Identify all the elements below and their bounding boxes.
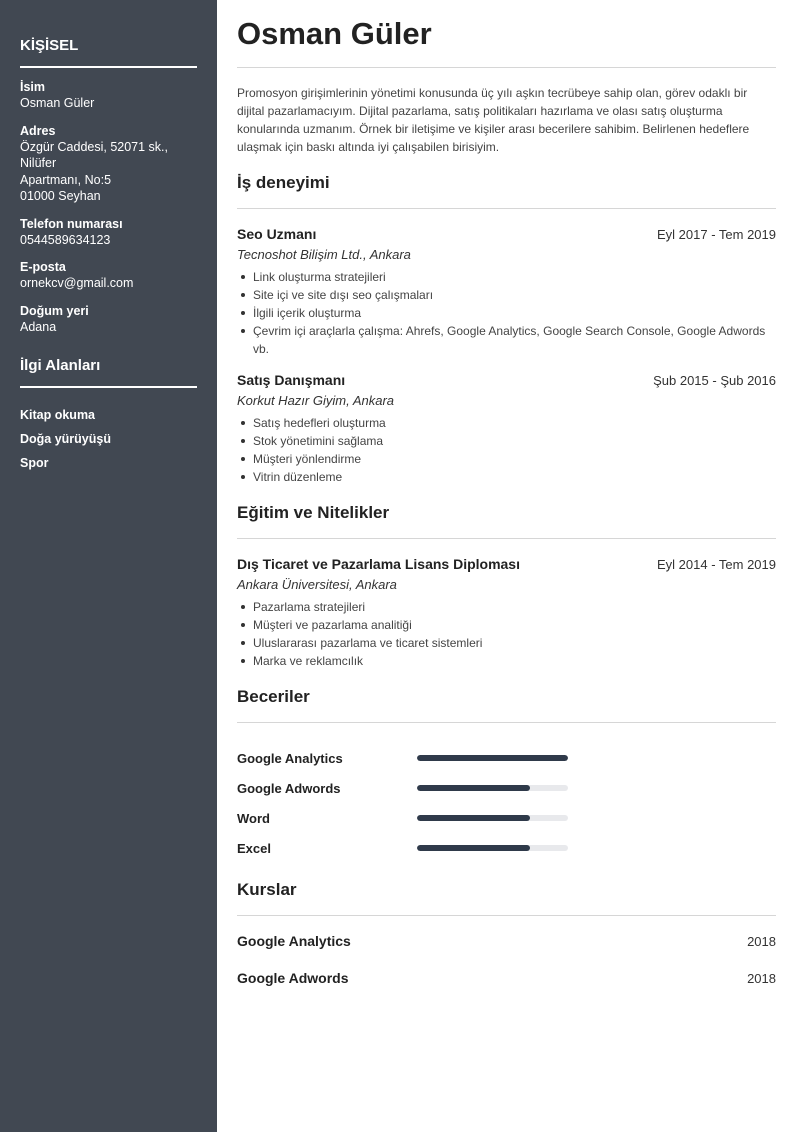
course-year: 2018 (747, 934, 776, 949)
bullet-item: Pazarlama stratejileri (237, 598, 776, 616)
info-label: Adres (20, 123, 56, 138)
personal-heading: KİŞİSEL (20, 0, 197, 68)
bullet-item: Müşteri yönlendirme (237, 450, 776, 468)
bullet-item: Stok yönetimini sağlama (237, 432, 776, 450)
bullet-item: Vitrin düzenleme (237, 468, 776, 486)
skill-name: Word (237, 810, 270, 826)
info-value: Adana (20, 319, 57, 334)
bullet-item: Satış hedefleri oluşturma (237, 414, 776, 432)
skill-fill (417, 755, 568, 761)
skill-bar (417, 755, 568, 761)
skill-row (237, 803, 776, 833)
skill-bar (417, 845, 568, 851)
interest-list (20, 407, 197, 471)
job-title: Seo Uzmanı (237, 226, 317, 242)
job-date: Şub 2015 - Şub 2016 (653, 373, 776, 388)
skill-name: Excel (237, 840, 271, 856)
skill-name: Google Analytics (237, 750, 343, 766)
info-phone (20, 216, 197, 249)
job-bullets (237, 414, 776, 486)
education-heading: Eğitim ve Nitelikler (237, 503, 776, 539)
course-year: 2018 (747, 971, 776, 986)
skill-row (237, 773, 776, 803)
bullet-item: Site içi ve site dışı seo çalışmaları (237, 286, 776, 304)
info-value: Özgür Caddesi, 52071 sk., Nilüfer (20, 139, 168, 170)
main-content (237, 0, 776, 1007)
info-value: Osman Güler (20, 96, 95, 110)
skill-row (237, 743, 776, 773)
job-company: Korkut Hazır Giyim, Ankara (237, 393, 395, 408)
degree-title: Dış Ticaret ve Pazarlama Lisans Diploması (237, 556, 520, 572)
skill-name: Google Adwords (237, 780, 341, 796)
info-value: 0544589634123 (20, 232, 111, 247)
degree-date: Eyl 2014 - Tem 2019 (657, 557, 776, 572)
info-birthplace (20, 303, 197, 336)
courses-heading: Kurslar (237, 880, 776, 916)
job-date: Eyl 2017 - Tem 2019 (657, 227, 776, 242)
course-list (237, 933, 776, 1007)
bullet-item: Marka ve reklamcılık (237, 652, 776, 670)
interests-heading: İlgi Alanları (20, 335, 197, 388)
course-name: Google Analytics (237, 933, 351, 949)
bullet-item: Uluslararası pazarlama ve ticaret sistemleri (237, 634, 776, 652)
skill-fill (417, 815, 530, 821)
job-company: Tecnoshot Bilişim Ltd., Ankara (237, 247, 411, 262)
bullet-item: Çevrim içi araçlarla çalışma: Ahrefs, Google Analytics, Google Search Console, Google Adwords vb. (237, 322, 776, 358)
course-name: Google Adwords (237, 970, 349, 986)
info-value: Apartmanı, No:5 (20, 172, 112, 187)
info-label: Doğum yeri (20, 303, 89, 318)
skill-bar (417, 815, 568, 821)
skill-bar (417, 785, 568, 791)
info-email (20, 259, 197, 292)
candidate-name: Osman Güler (237, 0, 776, 68)
skill-fill (417, 785, 530, 791)
interest-item: Spor (20, 456, 49, 470)
course-row (237, 970, 776, 1007)
job-title: Satış Danışmanı (237, 372, 346, 388)
interest-item: Doğa yürüyüşü (20, 432, 111, 446)
info-label: E-posta (20, 260, 66, 274)
education-entry (237, 556, 776, 670)
course-row (237, 933, 776, 970)
info-value: ornekcv@gmail.com (20, 276, 134, 290)
skills-list (237, 743, 776, 863)
job-bullets (237, 268, 776, 358)
interest-item: Kitap okuma (20, 408, 96, 422)
bullet-item: Müşteri ve pazarlama analitiği (237, 616, 776, 634)
experience-heading: İş deneyimi (237, 173, 776, 209)
bullet-item: Link oluşturma stratejileri (237, 268, 776, 286)
bullet-item: İlgili içerik oluşturma (237, 304, 776, 322)
school-name: Ankara Üniversitesi, Ankara (237, 577, 397, 592)
experience-entry (237, 372, 776, 486)
skill-row (237, 833, 776, 863)
summary: Promosyon girişimlerinin yönetimi konusunda üç yılı aşkın tecrübeye sahip olan, görev odaklı bir dijital pazarlamacıyım. Dijital pazarlama, satış politikaları hazırlama ve olası satış oluşturma konularında uzmanım. Örnek bir iletişime ve kişiler arası becerilere sahibim. Belirlenen hedeflere ulaşmak için baskı altında iyi çalışabilen birisiyim. (237, 86, 750, 154)
info-label: İsim (20, 80, 46, 94)
info-address (20, 123, 197, 205)
experience-entry (237, 226, 776, 358)
education-bullets (237, 598, 776, 670)
info-name (20, 79, 197, 112)
sidebar (0, 0, 217, 1132)
info-label: Telefon numarası (20, 216, 123, 231)
skill-fill (417, 845, 530, 851)
info-value: 01000 Seyhan (20, 189, 101, 203)
skills-heading: Beceriler (237, 687, 776, 723)
